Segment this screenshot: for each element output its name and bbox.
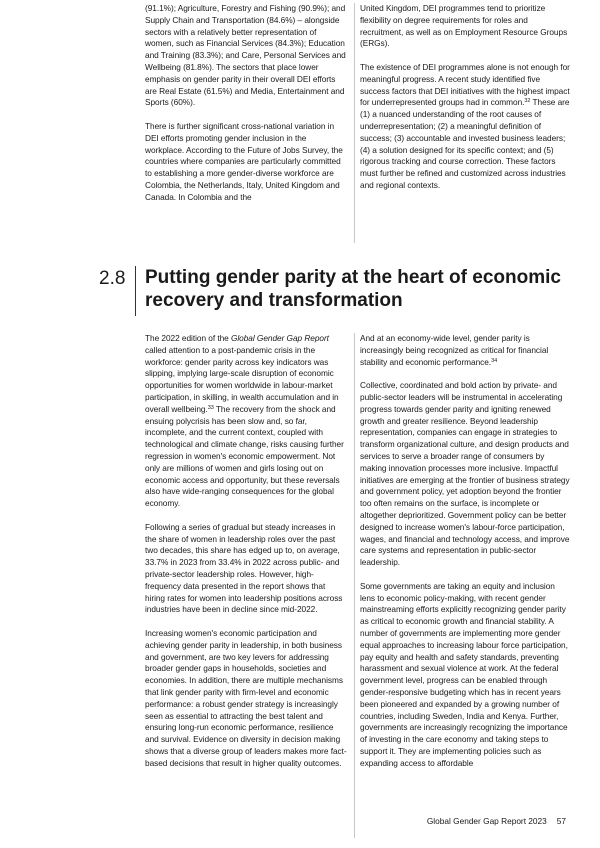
footnote-ref[interactable]: 32 <box>524 98 531 105</box>
paragraph: Increasing women's economic participation and achieving gender parity in leadership, in both business and government, are two key levers for addressing broader gender gaps in households, societies and economies. In addition, there are multiple mechanisms that link gender parity with firm-level and economic performance: a robust gender strategy is increasingly seen as essential to attracting the best talent and ensuring long-run economic performance, resilience and survival. Evidence on diversity in decision making shows that a diverse group of leaders makes more fact-based decisions that result in higher quality outcomes. <box>145 627 347 768</box>
paragraph: (91.1%); Agriculture, Forestry and Fishing (90.9%); and Supply Chain and Transportation (84.6%) – alongside sectors with a relatively better representation of women, such as Financial Services (84.3%); Education and Training (83.3%); and Care, Personal Services and Wellbeing (81.8%). The sectors that place lower emphasis on gender parity in their overall DEI efforts are Real Estate (61.5%) and Media, Entertainment and Sports (60%). <box>145 3 346 108</box>
text-run: These are (1) a nuanced understanding of the root causes of underrepresentation; (2) a meaningful definition of success; (3) accountable and invested business leaders; (4) a solution designed for its specific context; and (5) rigorous tracking and course correction. These factors must further be refined and customized across industries and regional contexts. <box>360 97 570 190</box>
report-title-italic: Global Gender Gap Report <box>230 333 329 343</box>
footnote-ref[interactable]: 34 <box>491 357 498 364</box>
column-divider <box>354 333 355 838</box>
paragraph: Collective, coordinated and bold action by private- and public-sector leaders will be instrumental in accelerating progress towards gender parity and igniting renewed growth and greater resilience. Beyond leadership representation, companies can engage in strategies to transform organizational culture, and design products and services to serve a broader range of consumers by making innovation processes more inclusive. Impactful initiatives are emerging at the frontier of business strategy and government policy, yet adoption beyond the frontier too often remains on the surface, is incomplete or altogether deprioritized. Government policy can be better designed to increase women's labour-force participation, wages, and financial and technology access, and improve care systems and representation in public-sector leadership. <box>360 380 570 568</box>
section-title: Putting gender parity at the heart of economic recovery and transformation <box>145 267 561 311</box>
text-run: The 2022 edition of the <box>145 333 231 343</box>
text-run: And at an economy-wide level, gender parity is increasingly being recognized as critical for financial stability and economic performance. <box>360 333 549 367</box>
top-left-column <box>145 3 347 204</box>
footer-report-title: Global Gender Gap Report 2023 <box>426 816 547 826</box>
page-number: 57 <box>556 816 566 826</box>
paragraph <box>145 333 347 510</box>
column-divider <box>354 3 355 243</box>
text-run: The recovery from the shock and ensuing polycrisis has been slow and, so far, incomplete, and the current context, coupled with technological and climate change, risks causing further regression in women's economic empowerment. Not only are millions of women and girls losing out on economic access and opportunity, but these reversals also have wide-ranging consequences for the global economy. <box>145 403 344 509</box>
paragraph <box>360 62 570 192</box>
section-number: 2.8 <box>99 268 126 289</box>
text-run: called attention to a post-pandemic crisis in the workforce: gender parity across key indicators was slipping, implying large-scale disruption of economic opportunities for women worldwide in labour-market participation, in skilling, in wealth accumulation and in overall wellbeing. <box>145 344 339 414</box>
paragraph: United Kingdom, DEI programmes tend to prioritize flexibility on degree requirements for roles and recruitment, as well as on Employment Resource Groups (ERGs). <box>360 3 568 49</box>
text-run: The existence of DEI programmes alone is not enough for meaningful progress. A recent study identified five success factors that DEI initiatives with the highest impact for underrepresented groups had in common. <box>360 61 570 108</box>
top-right-column <box>360 3 570 192</box>
bottom-left-column <box>145 333 347 769</box>
page-footer <box>427 816 566 826</box>
paragraph <box>360 333 570 368</box>
section-heading-divider <box>135 266 136 316</box>
paragraph: Following a series of gradual but steady increases in the share of women in leadership roles over the past two decades, this share has edged up to, on average, 33.7% in 2023 from 33.4% in 2022 across public- and private-sector leadership roles. However, high-frequency data presented in the report shows that hiring rates for women into leadership positions across industries have been in decline since mid-2022. <box>145 521 343 615</box>
paragraph: There is further significant cross-national variation in DEI efforts promoting gender inclusion in the workplace. According to the Future of Jobs Survey, the countries where companies are particularly committed to establishing a more gender-diverse workforce are Colombia, the Netherlands, Italy, United Kingdom and Canada. In Colombia and the <box>145 120 343 202</box>
paragraph: Some governments are taking an equity and inclusion lens to economic policy-making, with recent gender mainstreaming efforts explicitly recognizing gender parity as critical to economic growth and financial stability. A number of governments are implementing more gender equal approaches to increasing labour force participation, pay equity and health and safety standards, preventing harassment and sexual violence at work. At the federal government level, progress can be enabled through gender-responsive budgeting which has in recent years been pioneered and expanded by a growing number of countries, including Sweden, India and Kenya. Further, governments are increasingly recognizing the importance of investing in the care economy and taking steps to support it. They are implementing policies such as expanding access to affordable <box>360 580 568 768</box>
bottom-right-column <box>360 333 570 769</box>
footnote-ref[interactable]: 33 <box>207 404 214 411</box>
